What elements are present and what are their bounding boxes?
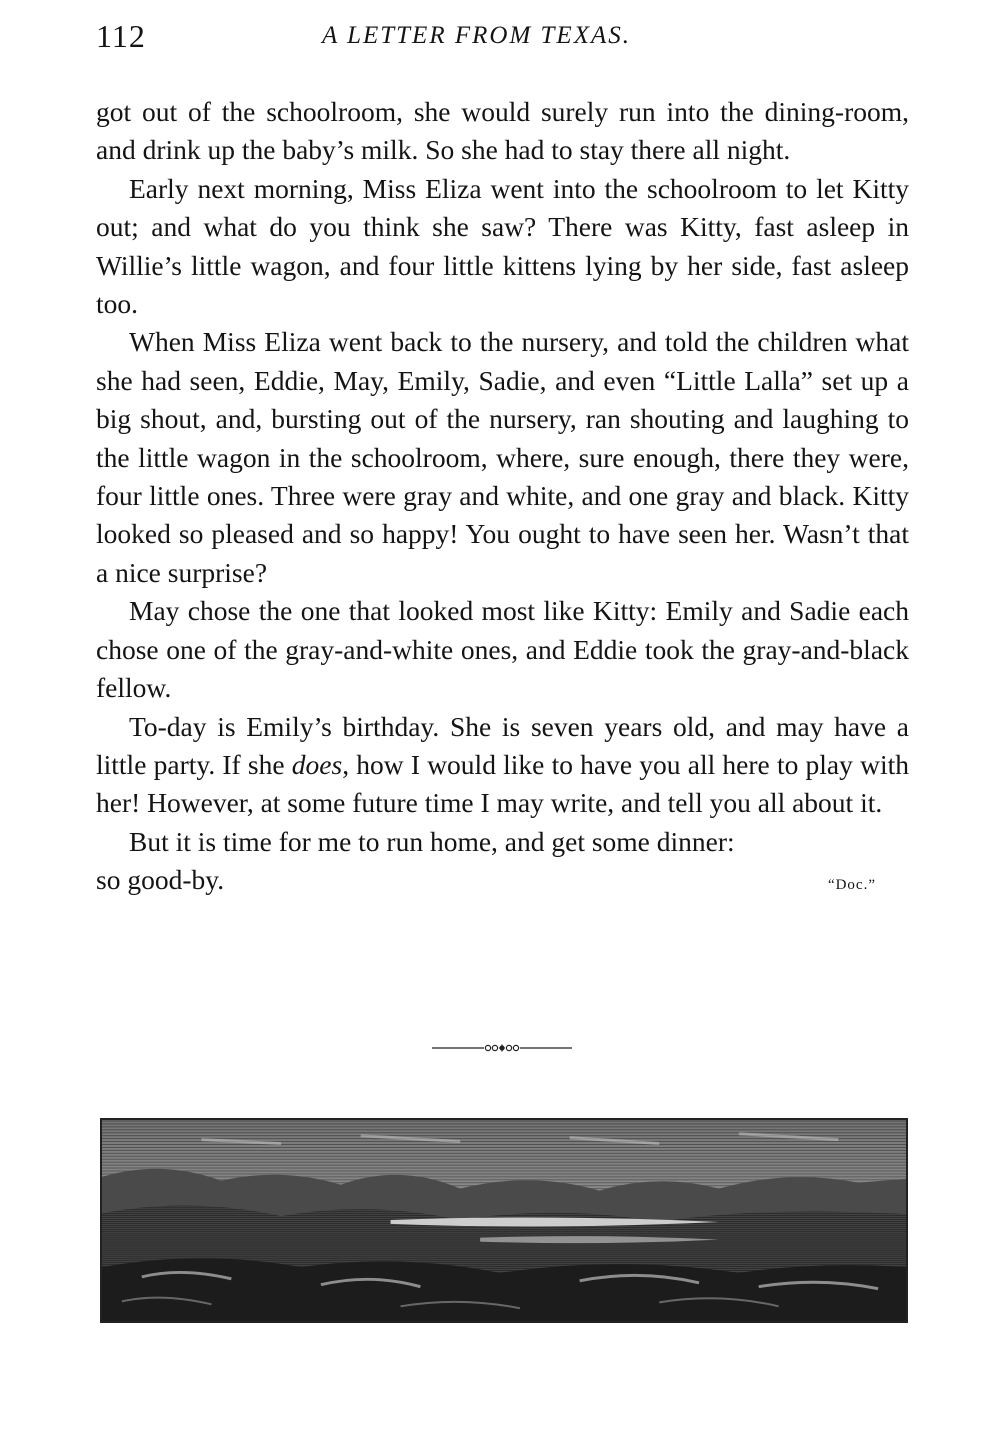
page-number: 112 [96,18,146,54]
closing-text: so good-by. [96,864,225,896]
paragraph-6: But it is time for me to run home, and get some dinner: [129,825,735,857]
signature: “Doc.” [827,877,876,894]
paragraph-5-emphasis: does [291,748,343,780]
body-text [96,93,909,905]
ornament-divider-icon [432,1038,572,1058]
paragraph-5-end: , how I would like to have you all here to play with her! However, at some future time I may write, and tell you all about it. [96,748,909,819]
paragraph-2: Early next morning, Miss Eliza went into the schoolroom to let Kitty out; and what do you think she saw? There was Kitty, fast asleep in Willie’s little wagon, and four little kittens lying by her side, fast asleep too. [96,172,909,320]
landscape-engraving-icon [100,1118,908,1323]
running-head: A LETTER FROM TEXAS. [322,22,631,49]
paragraph-1: got out of the schoolroom, she would surely run into the dining-room, and drink up the baby’s milk. So she had to stay there all night. [96,96,909,166]
paragraph-5 [96,708,909,823]
paragraph-5-start: To-day is Emily’s birthday. She is seven years old, and may have a little party. If she [96,710,909,780]
paragraph-4: May chose the one that looked most like Kitty: Emily and Sadie each chose one of the gray-and-white ones, and Eddie took the gray-and-black fellow. [96,595,909,704]
paragraph-3: When Miss Eliza went back to the nursery, and told the children what she had seen, Eddie, May, Emily, Sadie, and even “Little Lalla” set up a big shout, and, bursting out of the nursery, ran shouting and laughing to the little wagon in the schoolroom, where, sure enough, there they were, four little ones. Three were gray and white, and one gray and black. Kitty looked so pleased and so happy! You ought to have seen her. Wasn’t that a nice surprise? [96,326,909,588]
signoff-line [96,861,909,904]
